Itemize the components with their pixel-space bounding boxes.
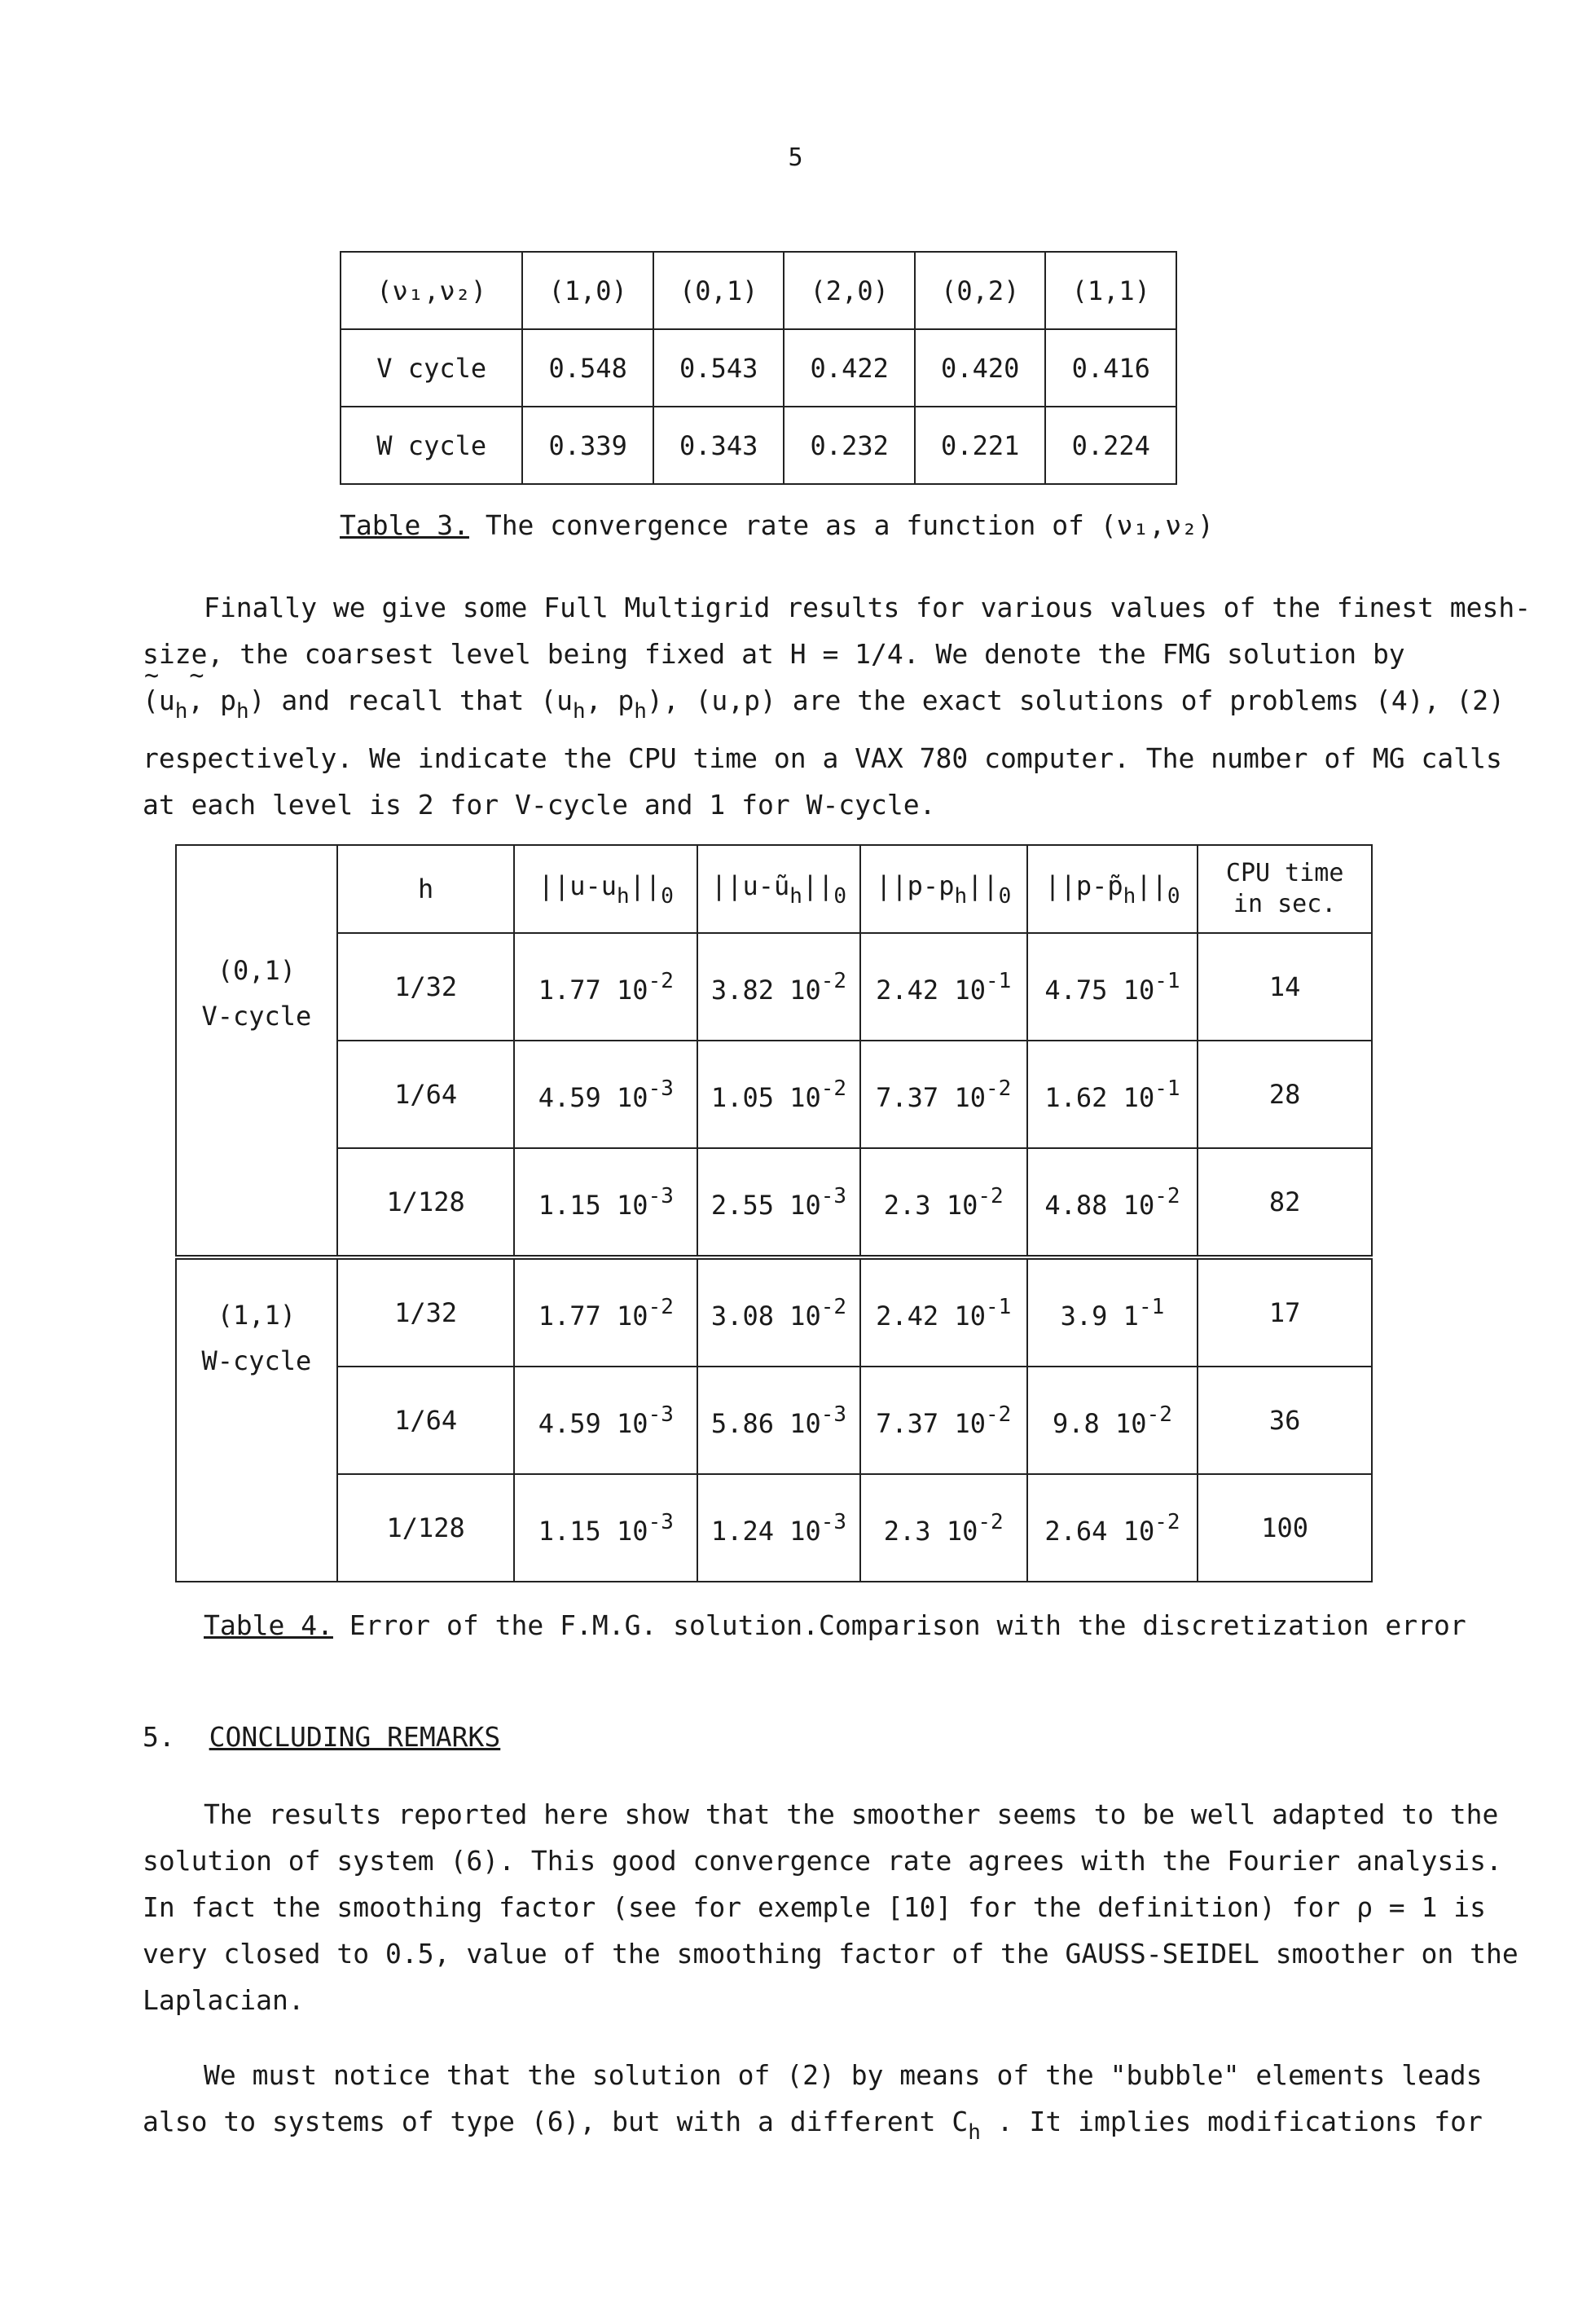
- text-line: at each level is 2 for V-cycle and 1 for W-cycle.: [143, 789, 936, 821]
- table-row: [176, 1041, 1372, 1148]
- cell-h: 1/32: [337, 1257, 515, 1367]
- section-heading: [143, 1721, 500, 1753]
- table-fmg-error: [175, 844, 1373, 1582]
- paragraph-bubble: [143, 2052, 1483, 2156]
- header-cell: (ν₁,ν₂): [341, 252, 522, 329]
- table-cell: 2.3 $10^{-2}$: [860, 1474, 1027, 1582]
- table-row: [176, 933, 1372, 1041]
- table-cell: 2.55 $10^{-3}$: [697, 1148, 860, 1257]
- table-cell: 7.37 $10^{-2}$: [860, 1367, 1027, 1474]
- table-cell: 3.82 $10^{-2}$: [697, 933, 860, 1041]
- section-number: 5.: [143, 1721, 175, 1753]
- table-cell: 0.232: [784, 407, 915, 484]
- text-line: size, the coarsest level being fixed at H = 1/4. We denote the FMG solution by: [143, 638, 1405, 670]
- table-row: [341, 407, 1176, 484]
- header-cpu-time: CPU time in sec.: [1198, 845, 1372, 933]
- text-line: Laplacian.: [143, 1984, 305, 2016]
- text-line: solution of system (6). This good convergence rate agrees with the Fourier analysis.: [143, 1845, 1502, 1877]
- table-cell: 0.416: [1045, 329, 1176, 407]
- table-cell: 1.77 $10^{-2}$: [514, 933, 697, 1041]
- cell-cpu: 14: [1198, 933, 1372, 1041]
- cell-h: 1/64: [337, 1367, 515, 1474]
- table4-caption-label: Table 4.: [204, 1609, 333, 1641]
- table-cell: 0.543: [653, 329, 785, 407]
- text-line: The results reported here show that the smoother seems to be well adapted to the: [204, 1798, 1499, 1830]
- table-cell: 0.420: [915, 329, 1046, 407]
- table-cell: 1.15 $10^{-3}$: [514, 1474, 697, 1582]
- cell-cpu: 100: [1198, 1474, 1372, 1582]
- table-cell: 1.05 $10^{-2}$: [697, 1041, 860, 1148]
- tilde-p: ~ , p: [187, 677, 236, 724]
- cell-cpu: 17: [1198, 1257, 1372, 1367]
- cell-cpu: 82: [1198, 1148, 1372, 1257]
- table4-caption-text: Error of the F.M.G. solution.Comparison with the discretization error: [332, 1609, 1466, 1641]
- table-cell: 2.64 $10^{-2}$: [1027, 1474, 1198, 1582]
- table-cell: 4.59 $10^{-3}$: [514, 1367, 697, 1474]
- table-cell: 5.86 $10^{-3}$: [697, 1367, 860, 1474]
- header-err-u-tilde: $||u-ũ_h||_0$: [697, 845, 860, 933]
- header-cell: (1,1): [1045, 252, 1176, 329]
- table-cell: 3.9 $1^{-1}$: [1027, 1257, 1198, 1367]
- table-cell: 0.221: [915, 407, 1046, 484]
- text-line: In fact the smoothing factor (see for exemple [10] for the definition) for ρ = 1 is: [143, 1891, 1487, 1923]
- table3-caption-label: Table 3.: [340, 509, 469, 541]
- table-cell: 1.15 $10^{-3}$: [514, 1148, 697, 1257]
- table-cell: 0.339: [522, 407, 653, 484]
- table-header-row: [176, 845, 1372, 933]
- table-cell: 0.224: [1045, 407, 1176, 484]
- table-row: [341, 329, 1176, 407]
- text-line: respectively. We indicate the CPU time on a VAX 780 computer. The number of MG calls: [143, 742, 1502, 774]
- table4-caption: [204, 1609, 1466, 1641]
- cell-h: 1/64: [337, 1041, 515, 1148]
- cell-cpu: 28: [1198, 1041, 1372, 1148]
- section-title: CONCLUDING REMARKS: [209, 1721, 501, 1753]
- table-cell: 3.08 $10^{-2}$: [697, 1257, 860, 1367]
- table-cell: 0.548: [522, 329, 653, 407]
- header-cell: (1,0): [522, 252, 653, 329]
- table-row: [176, 1367, 1372, 1474]
- cell-h: 1/32: [337, 933, 515, 1041]
- table-header-row: [341, 252, 1176, 329]
- table-cell: 1.62 $10^{-1}$: [1027, 1041, 1198, 1148]
- paragraph-concluding: [143, 1791, 1518, 2023]
- row-label: W cycle: [341, 407, 522, 484]
- cell-h: 1/128: [337, 1474, 515, 1582]
- group-label-w-cycle: (1,1) W-cycle: [176, 1257, 337, 1582]
- cell-h: 1/128: [337, 1148, 515, 1257]
- table3-caption: [340, 509, 1214, 541]
- header-cell: (0,1): [653, 252, 785, 329]
- paragraph-fmg-intro: [143, 584, 1532, 828]
- header-h: h: [337, 845, 515, 933]
- table-cell: 0.422: [784, 329, 915, 407]
- text-line: very closed to 0.5, value of the smoothing factor of the GAUSS-SEIDEL smoother on the: [143, 1938, 1518, 1970]
- tilde-u: ~ (u: [143, 677, 175, 724]
- header-cell: (2,0): [784, 252, 915, 329]
- table-cell: 0.343: [653, 407, 785, 484]
- cell-cpu: 36: [1198, 1367, 1372, 1474]
- row-label: V cycle: [341, 329, 522, 407]
- table-cell: 1.24 $10^{-3}$: [697, 1474, 860, 1582]
- table-cell: 2.42 $10^{-1}$: [860, 933, 1027, 1041]
- page-number: 5: [788, 143, 803, 172]
- table-cell: 2.3 $10^{-2}$: [860, 1148, 1027, 1257]
- text-line: We must notice that the solution of (2) by means of the "bubble" elements leads: [204, 2059, 1483, 2091]
- text-line: ~ ($u_h\sim$ , $p_h$) and recall that ($u_h$, $p_h$), (u,p) are the exact solutions of problems (4), (2): [143, 677, 1446, 735]
- table3-caption-text: The convergence rate as a function of (ν₁,ν₂): [468, 509, 1214, 541]
- table-convergence-rate: [340, 251, 1177, 485]
- table-cell: 2.42 $10^{-1}$: [860, 1257, 1027, 1367]
- header-empty: [176, 845, 337, 933]
- table-cell: 7.37 $10^{-2}$: [860, 1041, 1027, 1148]
- text-line: Finally we give some Full Multigrid results for various values of the finest mesh-: [204, 592, 1532, 623]
- table-cell: 4.88 $10^{-2}$: [1027, 1148, 1198, 1257]
- header-err-p: $||p-p_h||_0$: [860, 845, 1027, 933]
- table-cell: 9.8 $10^{-2}$: [1027, 1367, 1198, 1474]
- header-err-p-tilde: $||p-p̃_h||_0$: [1027, 845, 1198, 933]
- table-cell: 1.77 $10^{-2}$: [514, 1257, 697, 1367]
- group-label-v-cycle: (0,1) V-cycle: [176, 933, 337, 1257]
- header-cell: (0,2): [915, 252, 1046, 329]
- table-cell: 4.59 $10^{-3}$: [514, 1041, 697, 1148]
- header-err-u: $||u-u_h||_0$: [514, 845, 697, 933]
- table-row: [176, 1148, 1372, 1257]
- text-line: also to systems of type (6), but with a different $C_h$ . It implies modifications for: [143, 2106, 1483, 2145]
- table-cell: 4.75 $10^{-1}$: [1027, 933, 1198, 1041]
- table-row: [176, 1257, 1372, 1367]
- table-row: [176, 1474, 1372, 1582]
